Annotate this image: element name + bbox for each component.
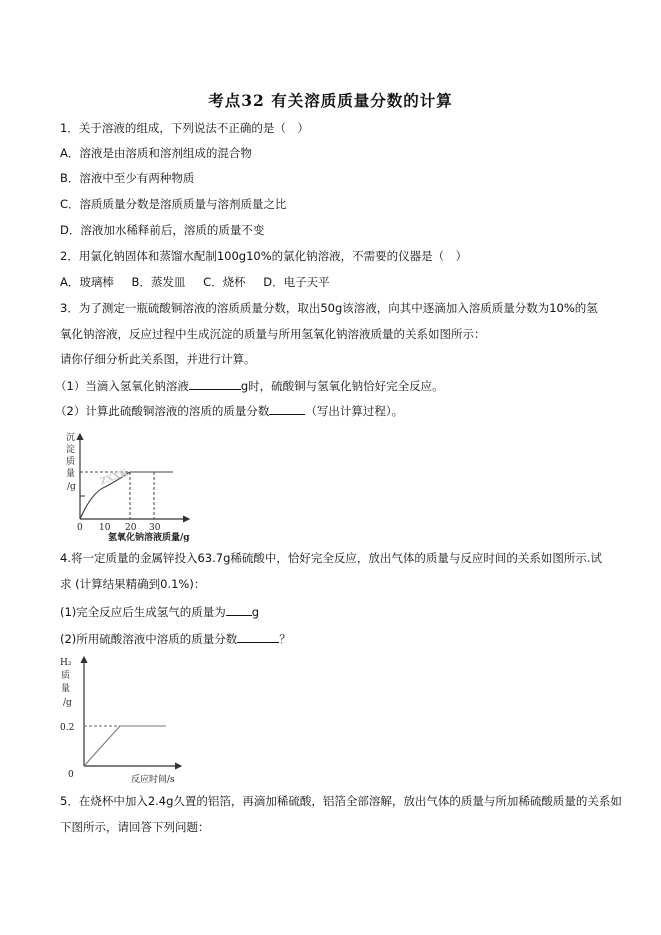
q4-sub2-text: (2)所用硫酸溶液中溶质的质量分数 [60,632,238,646]
q1-stem: 1．关于溶液的组成，下列说法不正确的是（ ） [60,121,309,135]
y-label-4: 量 [66,469,76,479]
q3-sub2 [55,403,403,418]
y-label-2: 淀 [66,445,76,455]
q4-sub1-unit: g [251,605,260,619]
q3-sub2-text-end: （写出计算过程）。 [305,404,404,418]
q3-line2: 氧化钠溶液，反应过程中生成沉淀的质量与所用氢氧化钠溶液质量的关系如图所示： [60,327,486,341]
hydrogen-curve [84,726,166,766]
watermark: ZXXK [98,468,130,488]
q2-option-b: B．蒸发皿 [131,275,186,289]
q2-option-a: A．玻璃棒 [60,275,114,289]
q3-line3: 请你仔细分析此关系图，并进行计算。 [60,352,256,366]
y2-tick-label: 0.2 [60,723,75,733]
q5-line2: 下图所示，请回答下列问题： [60,820,210,834]
q1-option-c: C．溶质质量分数是溶质质量与溶剂质量之比 [60,197,287,211]
q4-sub1 [60,604,259,619]
q1-option-a: A．溶液是由溶质和溶剂组成的混合物 [60,146,252,160]
q5-line1: 5．在烧杯中加入2.4g久置的铝箔，再滴加稀硫酸，铝箔全部溶解，放出气体的质量与所加稀硫酸质量的关系如 [60,794,622,808]
y-label-5: /g [67,482,76,492]
y2-label-3: 量 [61,684,71,694]
answer-blank[interactable] [237,631,279,643]
x-tick-30: 30 [149,523,161,533]
q2-option-d: D．电子天平 [263,275,330,289]
q4-sub2 [60,631,291,646]
page-title: 考点32 有关溶质质量分数的计算 [208,91,453,110]
q3-sub1 [55,378,444,393]
q3-sub1-text: （1）当滴入氢氧化钠溶液 [55,379,189,393]
q4-sub2-end: ？ [279,632,291,646]
q2-options [60,275,344,289]
answer-blank[interactable] [226,604,252,616]
q3-sub2-text: （2）计算此硫酸铜溶液的溶质的质量分数 [55,404,270,418]
y2-label-2: 质 [61,671,71,681]
q3-sub1-text-end: g时，硫酸铜与氢氧化钠恰好完全反应。 [240,379,444,393]
y-label-3: 质 [66,457,76,467]
answer-blank[interactable] [189,378,241,390]
y2-label-1: H₂ [60,658,72,668]
x-tick-10: 10 [99,523,111,533]
q4-line2: 求 (计算结果精确到0.1%)： [60,577,206,591]
x2-axis-label: 反应时间/s [131,775,175,785]
q3-line1: 3．为了测定一瓶硫酸铜溶液的溶质质量分数，取出50g该溶液，向其中逐滴加入溶质质量分数为10%的氢 [60,301,598,315]
q4-line1: 4.将一定质量的金属锌投入63.7g稀硫酸中，恰好完全反应，放出气体的质量与反应时间的关系如图所示.试 [60,551,603,565]
q2-stem: 2．用氯化钠固体和蒸馏水配制100g10%的氯化钠溶液，不需要的仪器是（ ） [60,249,468,263]
q1-option-d: D．溶液加水稀释前后，溶质的质量不变 [60,223,265,237]
q4-sub1-text: (1)完全反应后生成氢气的质量为 [60,605,226,619]
y-label-1: 沉 [66,433,76,443]
q2-option-c: C．烧杯 [203,275,246,289]
answer-blank[interactable] [269,403,305,415]
y2-label-4: /g [63,698,72,708]
q1-option-b: B．溶液中至少有两种物质 [60,171,195,185]
x-tick-20: 20 [125,523,137,533]
x-tick-0: 0 [77,523,83,533]
origin-label: 0 [68,770,74,780]
precipitate-curve [80,472,130,519]
x-axis-label: 氢氧化钠溶液质量/g [108,533,190,543]
